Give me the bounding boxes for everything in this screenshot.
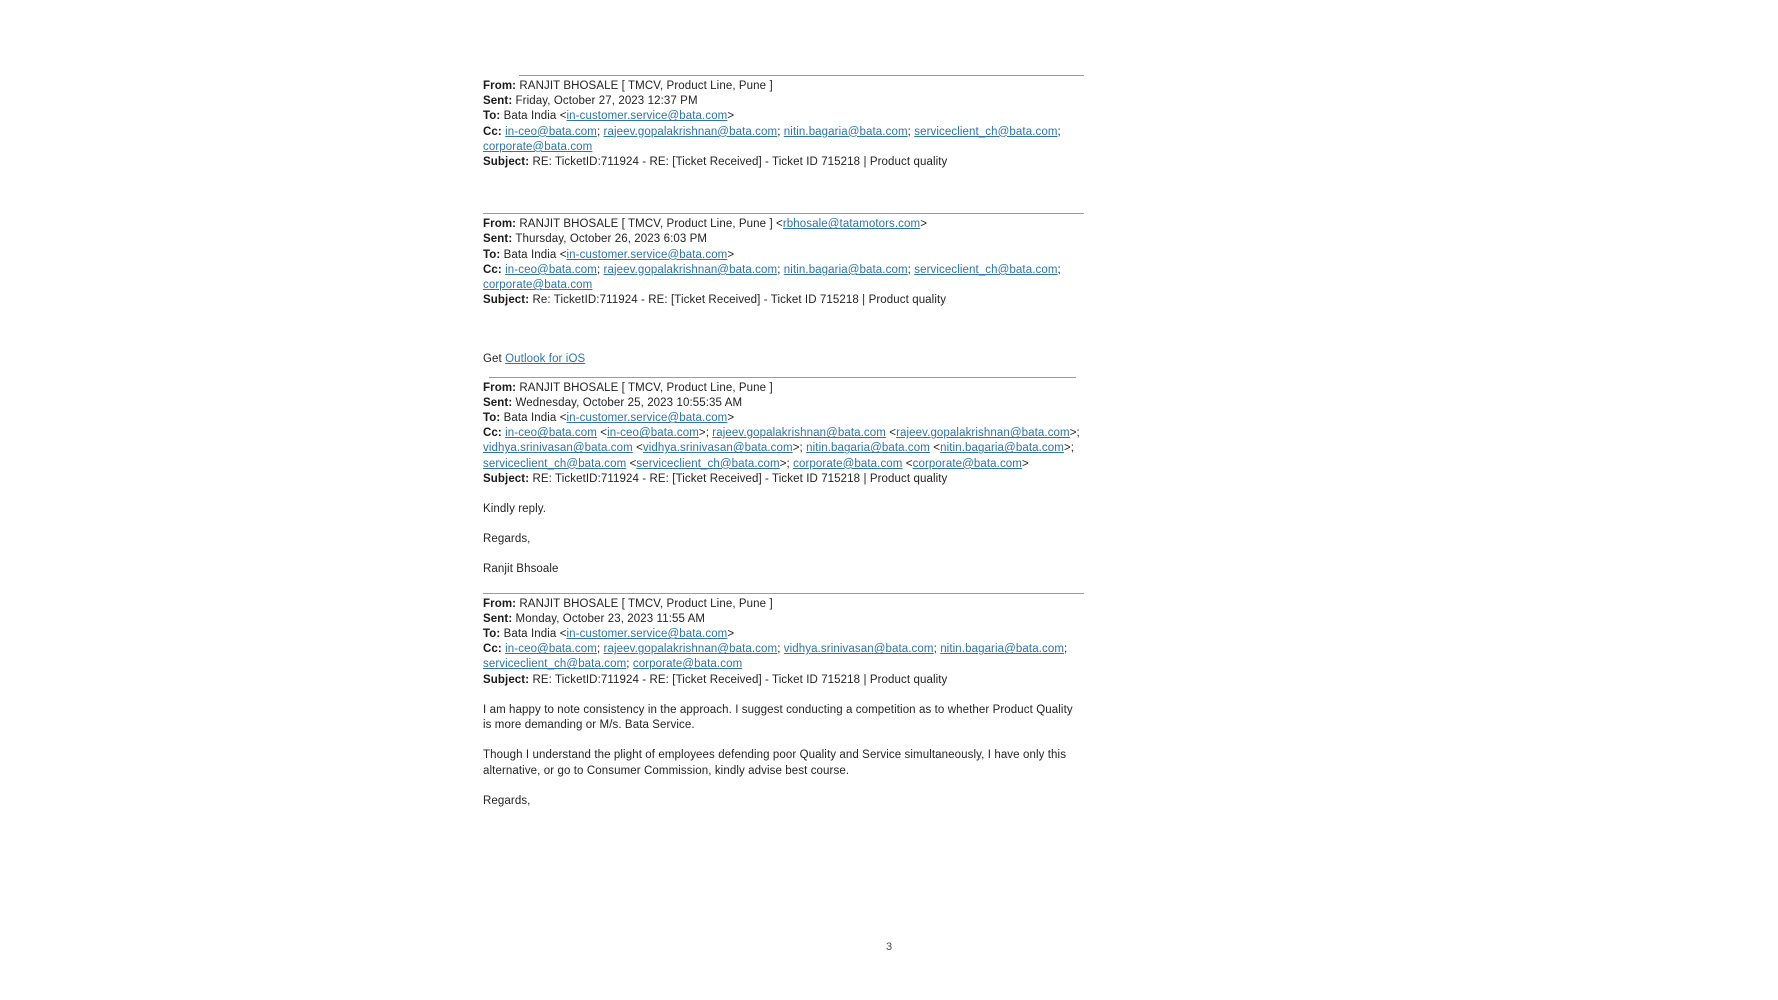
from-row xyxy=(483,381,1084,396)
text-segment: < xyxy=(632,442,643,455)
from-label: From: xyxy=(483,218,517,231)
separator-rule xyxy=(489,377,1076,378)
text-segment: ; xyxy=(777,125,784,138)
text-segment: ; xyxy=(626,658,633,671)
text-segment: ; xyxy=(933,643,941,656)
cc-label: Cc: xyxy=(483,427,502,440)
text-segment: RANJIT BHOSALE [ TMCV, Product Line, Pune ] < xyxy=(519,218,783,231)
email-address-link[interactable]: rajeev.gopalakrishnan@bata.com xyxy=(896,427,1070,440)
text-segment: RE: TicketID:711924 - RE: [Ticket Received] - Ticket ID 715218 | Product quality xyxy=(532,472,948,485)
text-segment: Regards, xyxy=(483,794,531,807)
sent-row xyxy=(483,396,1084,411)
text-segment: Regards, xyxy=(483,533,531,546)
subject-label: Subject: xyxy=(483,294,530,307)
email-headers xyxy=(483,79,1084,170)
email-body xyxy=(483,703,1084,809)
text-segment: RE: TicketID:711924 - RE: [Ticket Received] - Ticket ID 715218 | Product quality xyxy=(532,673,948,686)
text-segment: > xyxy=(727,248,735,261)
sent-row xyxy=(483,232,1084,247)
from-label: From: xyxy=(483,597,517,610)
body-paragraph xyxy=(483,562,1084,577)
email-address-link[interactable]: nitin.bagaria@bata.com xyxy=(783,263,908,276)
email-address-link[interactable]: vidhya.srinivasan@bata.com xyxy=(642,442,793,455)
sent-label: Sent: xyxy=(483,396,513,409)
from-row xyxy=(483,79,1084,94)
body-paragraph xyxy=(483,502,1084,517)
email-address-link[interactable]: nitin.bagaria@bata.com xyxy=(806,442,930,455)
email-address-link[interactable]: in-ceo@bata.com xyxy=(505,263,597,276)
email-address-link[interactable]: in-ceo@bata.com xyxy=(607,427,699,440)
cc-label: Cc: xyxy=(483,263,502,276)
email-address-link[interactable]: rajeev.gopalakrishnan@bata.com xyxy=(603,125,778,138)
to-label: To: xyxy=(483,628,501,641)
body-paragraph xyxy=(483,352,1084,367)
to-row xyxy=(483,248,1084,263)
email-body xyxy=(483,352,1084,367)
text-segment: ; xyxy=(1057,125,1061,138)
email-4 xyxy=(483,593,1084,809)
email-thread xyxy=(483,75,1084,824)
text-segment: RANJIT BHOSALE [ TMCV, Product Line, Pune ] xyxy=(519,597,773,610)
text-segment: Bata India < xyxy=(503,628,567,641)
to-label: To: xyxy=(483,248,501,261)
subject-row xyxy=(483,673,1084,688)
cc-row xyxy=(483,263,1084,293)
email-address-link[interactable]: in-ceo@bata.com xyxy=(505,643,597,656)
body-paragraph xyxy=(483,532,1084,547)
subject-row xyxy=(483,472,1084,487)
text-segment: Get xyxy=(483,353,506,366)
text-segment: Thursday, October 26, 2023 6:03 PM xyxy=(515,233,708,246)
text-segment: Monday, October 23, 2023 11:55 AM xyxy=(515,612,706,625)
email-address-link[interactable]: in-customer.service@bata.com xyxy=(566,628,728,641)
text-segment: Friday, October 27, 2023 12:37 PM xyxy=(515,95,698,108)
email-address-link[interactable]: rajeev.gopalakrishnan@bata.com xyxy=(712,427,886,440)
text-segment: >; xyxy=(779,457,794,470)
sent-row xyxy=(483,612,1084,627)
email-address-link[interactable]: rajeev.gopalakrishnan@bata.com xyxy=(603,643,778,656)
sent-label: Sent: xyxy=(483,612,513,625)
text-segment: < xyxy=(929,442,941,455)
subject-label: Subject: xyxy=(483,472,530,485)
email-address-link[interactable]: corporate@bata.com xyxy=(793,457,903,470)
sent-label: Sent: xyxy=(483,95,513,108)
text-segment: ; xyxy=(907,263,915,276)
email-address-link[interactable]: serviceclient_ch@bata.com xyxy=(914,263,1058,276)
sent-row xyxy=(483,94,1084,109)
body-paragraph xyxy=(483,748,1084,778)
text-segment: < xyxy=(596,427,608,440)
email-address-link[interactable]: nitin.bagaria@bata.com xyxy=(783,125,908,138)
to-row xyxy=(483,109,1084,124)
email-address-link[interactable]: nitin.bagaria@bata.com xyxy=(940,643,1065,656)
sent-label: Sent: xyxy=(483,233,513,246)
email-address-link[interactable]: serviceclient_ch@bata.com xyxy=(483,457,627,470)
text-segment: > xyxy=(727,628,735,641)
subject-label: Subject: xyxy=(483,156,530,169)
text-segment: ; xyxy=(777,263,784,276)
email-address-link[interactable]: corporate@bata.com xyxy=(632,658,743,671)
email-address-link[interactable]: in-customer.service@bata.com xyxy=(566,110,728,123)
email-address-link[interactable]: nitin.bagaria@bata.com xyxy=(940,442,1064,455)
text-segment: ; xyxy=(907,125,915,138)
text-segment: ; xyxy=(1057,263,1061,276)
to-row xyxy=(483,411,1084,426)
email-address-link[interactable]: serviceclient_ch@bata.com xyxy=(483,658,627,671)
to-label: To: xyxy=(483,110,501,123)
subject-row xyxy=(483,155,1084,170)
text-segment: RANJIT BHOSALE [ TMCV, Product Line, Pune ] xyxy=(519,80,773,92)
to-label: To: xyxy=(483,412,501,425)
text-segment: ; xyxy=(596,125,604,138)
email-headers xyxy=(483,597,1084,688)
from-label: From: xyxy=(483,381,517,394)
email-address-link[interactable]: vidhya.srinivasan@bata.com xyxy=(483,442,633,455)
text-segment: Re: TicketID:711924 - RE: [Ticket Received] - Ticket ID 715218 | Product quality xyxy=(532,294,947,307)
email-address-link[interactable]: in-customer.service@bata.com xyxy=(566,248,728,261)
text-segment: ; xyxy=(596,643,604,656)
text-segment: >; xyxy=(792,442,807,455)
text-segment: Wednesday, October 25, 2023 10:55:35 AM xyxy=(515,396,743,409)
email-address-link[interactable]: corporate@bata.com xyxy=(483,279,593,292)
email-address-link[interactable]: corporate@bata.com xyxy=(483,140,593,153)
body-paragraph xyxy=(483,794,1084,809)
text-segment: Ranjit Bhsoale xyxy=(483,563,559,576)
email-address-link[interactable]: rajeev.gopalakrishnan@bata.com xyxy=(603,263,778,276)
email-address-link[interactable]: in-customer.service@bata.com xyxy=(566,412,728,425)
subject-row xyxy=(483,293,1084,308)
email-address-link[interactable]: rbhosale@tatamotors.com xyxy=(782,218,921,231)
cc-row xyxy=(483,642,1084,672)
email-address-link[interactable]: corporate@bata.com xyxy=(912,457,1022,470)
from-row xyxy=(483,217,1084,232)
email-address-link[interactable]: serviceclient_ch@bata.com xyxy=(914,125,1058,138)
page-number: 3 xyxy=(885,941,893,953)
text-segment: Bata India < xyxy=(503,110,567,123)
separator-rule xyxy=(483,593,1084,594)
text-segment: I am happy to note consistency in the approach. I suggest conducting a competition as to whether Product Quality is more demanding or M/s. Bata Service. xyxy=(483,703,1073,732)
text-segment: > xyxy=(727,412,735,425)
hyperlink[interactable]: Outlook for iOS xyxy=(505,353,586,366)
separator-rule xyxy=(483,213,1084,214)
text-segment: < xyxy=(902,457,913,470)
text-segment: >; xyxy=(1063,442,1075,455)
text-segment: >; xyxy=(1069,427,1080,440)
text-segment: ; xyxy=(596,263,604,276)
email-headers xyxy=(483,381,1084,487)
body-paragraph xyxy=(483,703,1084,733)
email-1 xyxy=(483,75,1084,170)
email-address-link[interactable]: vidhya.srinivasan@bata.com xyxy=(783,643,934,656)
email-address-link[interactable]: in-ceo@bata.com xyxy=(505,125,597,138)
text-segment: > xyxy=(727,110,735,123)
text-segment: ; xyxy=(777,643,784,656)
email-body xyxy=(483,502,1084,578)
cc-row xyxy=(483,426,1084,472)
separator-rule xyxy=(519,75,1084,76)
cc-row xyxy=(483,125,1084,155)
text-segment: ; xyxy=(1064,643,1068,656)
text-segment: Bata India < xyxy=(503,412,567,425)
email-headers xyxy=(483,217,1084,308)
subject-label: Subject: xyxy=(483,673,530,686)
cc-label: Cc: xyxy=(483,643,502,656)
email-address-link[interactable]: in-ceo@bata.com xyxy=(505,427,597,440)
text-segment: RE: TicketID:711924 - RE: [Ticket Received] - Ticket ID 715218 | Product quality xyxy=(532,156,948,169)
email-3 xyxy=(483,377,1084,578)
from-row xyxy=(483,597,1084,612)
to-row xyxy=(483,627,1084,642)
text-segment: < xyxy=(626,457,637,470)
text-segment: Kindly reply. xyxy=(483,503,547,516)
from-label: From: xyxy=(483,80,517,92)
text-segment: > xyxy=(920,218,928,231)
text-segment: > xyxy=(1022,457,1029,470)
text-segment: RANJIT BHOSALE [ TMCV, Product Line, Pune ] xyxy=(519,381,773,394)
text-segment: >; xyxy=(698,427,713,440)
text-segment: Though I understand the plight of employees defending poor Quality and Service simultaneously, I have only this alternative, or go to Consumer Commission, kindly advise best course. xyxy=(483,749,1067,777)
email-address-link[interactable]: serviceclient_ch@bata.com xyxy=(636,457,780,470)
text-segment: < xyxy=(885,427,897,440)
cc-label: Cc: xyxy=(483,125,502,138)
email-2 xyxy=(483,213,1084,367)
text-segment: Bata India < xyxy=(503,248,567,261)
